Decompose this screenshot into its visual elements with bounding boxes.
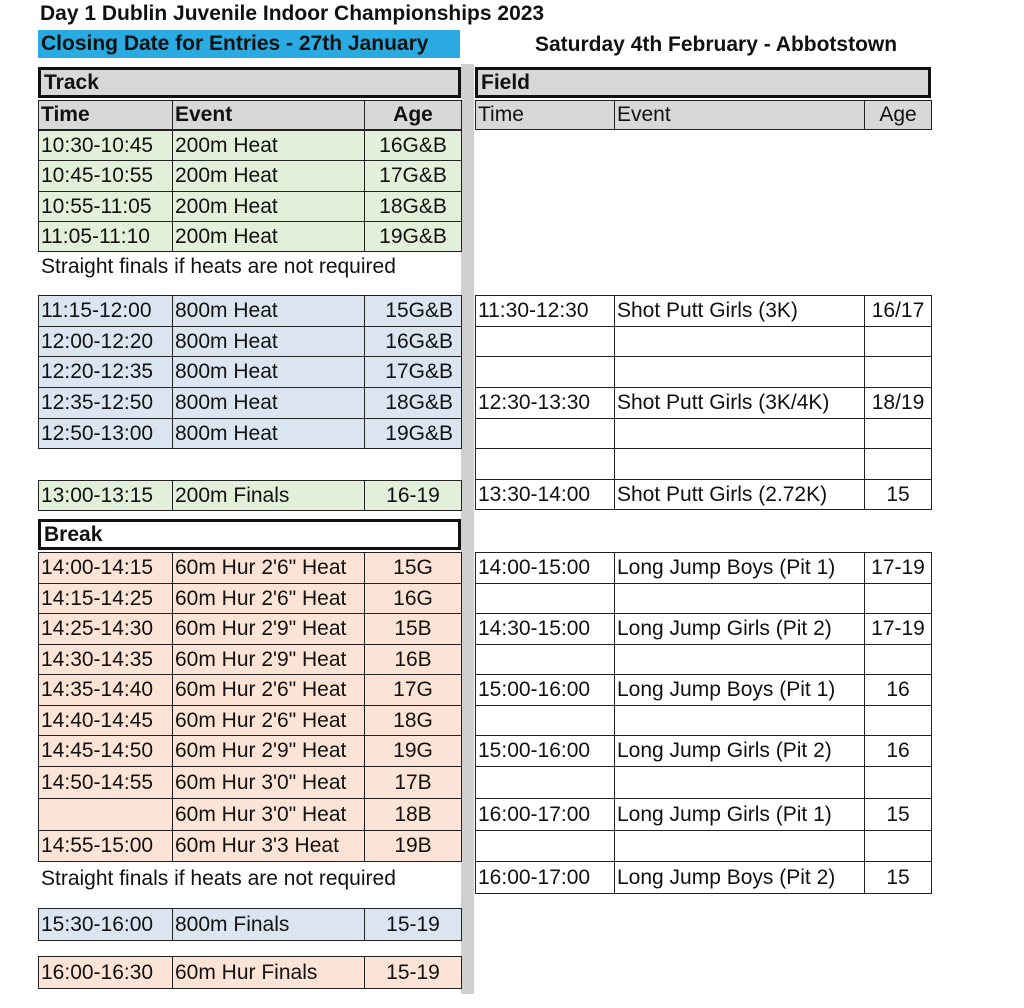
time-cell: 12:20-12:35 xyxy=(39,357,173,388)
age-cell: 17G&B xyxy=(365,357,462,388)
age-cell: 19G&B xyxy=(365,222,462,252)
age-cell: 16/17 xyxy=(865,296,932,327)
event-cell: 800m Heat xyxy=(173,419,365,449)
table-row xyxy=(39,161,462,192)
time-cell: 14:35-14:40 xyxy=(39,675,173,706)
age-cell: 15B xyxy=(365,614,462,645)
event-cell: Long Jump Girls (Pit 1) xyxy=(615,799,865,831)
event-cell xyxy=(615,584,865,614)
table-row xyxy=(39,553,462,584)
age-cell xyxy=(865,831,932,862)
field-column-headers xyxy=(475,100,932,130)
event-cell: 60m Hur Finals xyxy=(173,957,365,989)
event-cell: 200m Heat xyxy=(173,192,365,222)
event-cell: Shot Putt Girls (2.72K) xyxy=(615,480,865,510)
event-cell: Long Jump Girls (Pit 2) xyxy=(615,736,865,767)
table-row xyxy=(39,799,462,831)
table-row xyxy=(476,645,932,675)
age-cell: 16 xyxy=(865,675,932,706)
age-cell: 19G xyxy=(365,736,462,767)
time-cell xyxy=(476,327,615,357)
age-cell: 18B xyxy=(365,799,462,831)
time-cell xyxy=(476,831,615,862)
table-row xyxy=(476,675,932,706)
event-cell xyxy=(615,831,865,862)
event-cell xyxy=(615,327,865,357)
age-cell: 17G xyxy=(365,675,462,706)
table-row xyxy=(39,327,462,357)
time-cell xyxy=(476,419,615,449)
event-cell: 60m Hur 2'6" Heat xyxy=(173,675,365,706)
event-cell xyxy=(615,706,865,736)
time-cell: 14:45-14:50 xyxy=(39,736,173,767)
event-cell: Long Jump Boys (Pit 2) xyxy=(615,862,865,894)
time-cell: 14:00-15:00 xyxy=(476,553,615,584)
age-cell xyxy=(865,419,932,449)
age-cell xyxy=(865,645,932,675)
event-cell: 60m Hur 2'6" Heat xyxy=(173,706,365,736)
table-row xyxy=(39,706,462,736)
table-row xyxy=(476,480,932,510)
table-row xyxy=(476,449,932,480)
age-cell: 15-19 xyxy=(365,957,462,989)
track-column-headers xyxy=(38,100,462,130)
age-cell: 17-19 xyxy=(865,553,932,584)
table-row xyxy=(476,357,932,388)
age-cell: 17G&B xyxy=(365,161,462,192)
time-cell: 15:00-16:00 xyxy=(476,675,615,706)
age-cell: 16G xyxy=(365,584,462,614)
event-cell: Shot Putt Girls (3K/4K) xyxy=(615,388,865,419)
table-row xyxy=(39,481,462,511)
age-cell: 17-19 xyxy=(865,614,932,645)
age-cell: 19B xyxy=(365,831,462,862)
event-cell: 800m Heat xyxy=(173,327,365,357)
time-cell: 14:55-15:00 xyxy=(39,831,173,862)
age-cell xyxy=(865,357,932,388)
time-cell: 14:25-14:30 xyxy=(39,614,173,645)
event-cell: 800m Heat xyxy=(173,388,365,419)
event-cell: 200m Heat xyxy=(173,222,365,252)
time-cell: 16:00-17:00 xyxy=(476,862,615,894)
age-cell: 16B xyxy=(365,645,462,675)
time-cell xyxy=(39,799,173,831)
time-cell: 14:30-14:35 xyxy=(39,645,173,675)
time-cell xyxy=(476,767,615,799)
table-row xyxy=(39,909,462,941)
age-cell xyxy=(865,767,932,799)
table-row xyxy=(476,799,932,831)
table-row xyxy=(476,736,932,767)
time-cell: 14:50-14:55 xyxy=(39,767,173,799)
table-row xyxy=(476,296,932,327)
age-cell: 15 xyxy=(865,862,932,894)
event-cell: 60m Hur 3'3 Heat xyxy=(173,831,365,862)
age-cell: 18G xyxy=(365,706,462,736)
track-heading: Track xyxy=(38,67,461,98)
age-cell xyxy=(865,449,932,480)
table-row xyxy=(39,614,462,645)
age-cell: 19G&B xyxy=(365,419,462,449)
table-row xyxy=(476,862,932,894)
time-cell xyxy=(476,357,615,388)
table-row xyxy=(476,706,932,736)
table-row xyxy=(39,767,462,799)
age-cell xyxy=(865,706,932,736)
event-cell: Long Jump Boys (Pit 1) xyxy=(615,553,865,584)
time-cell: 12:35-12:50 xyxy=(39,388,173,419)
event-cell: 60m Hur 2'9" Heat xyxy=(173,614,365,645)
event-cell: 200m Heat xyxy=(173,161,365,192)
time-cell: 10:55-11:05 xyxy=(39,192,173,222)
table-row xyxy=(476,327,932,357)
table-row xyxy=(39,831,462,862)
break-heading: Break xyxy=(38,519,461,550)
field-col-time: Time xyxy=(476,101,615,130)
age-cell: 16G&B xyxy=(365,327,462,357)
time-cell: 14:40-14:45 xyxy=(39,706,173,736)
track-800m-finals-table xyxy=(38,908,462,941)
age-cell: 15 xyxy=(865,799,932,831)
page-title: Day 1 Dublin Juvenile Indoor Championships 2023 xyxy=(40,2,545,25)
event-cell: 60m Hur 2'9" Heat xyxy=(173,645,365,675)
table-row xyxy=(39,584,462,614)
table-row xyxy=(39,645,462,675)
time-cell xyxy=(476,584,615,614)
table-row xyxy=(39,388,462,419)
track-200m-finals-table xyxy=(38,480,462,511)
track-hurdles-heats-table xyxy=(38,552,462,862)
straight-finals-note-2: Straight finals if heats are not required xyxy=(41,867,396,890)
age-cell: 15G xyxy=(365,553,462,584)
closing-date-banner: Closing Date for Entries - 27th January xyxy=(38,30,460,58)
field-long-jump-table xyxy=(475,552,932,894)
time-cell: 14:15-14:25 xyxy=(39,584,173,614)
time-cell: 11:30-12:30 xyxy=(476,296,615,327)
age-cell: 18G&B xyxy=(365,192,462,222)
event-cell xyxy=(615,419,865,449)
time-cell: 14:30-15:00 xyxy=(476,614,615,645)
age-cell: 18G&B xyxy=(365,388,462,419)
table-row xyxy=(39,131,462,161)
time-cell: 13:00-13:15 xyxy=(39,481,173,511)
table-row xyxy=(476,584,932,614)
field-col-age: Age xyxy=(865,101,932,130)
column-divider xyxy=(461,64,474,994)
time-cell: 15:00-16:00 xyxy=(476,736,615,767)
age-cell: 16 xyxy=(865,736,932,767)
age-cell: 15G&B xyxy=(365,296,462,327)
time-cell xyxy=(476,449,615,480)
track-col-time: Time xyxy=(39,101,173,130)
time-cell: 15:30-16:00 xyxy=(39,909,173,941)
age-cell xyxy=(865,584,932,614)
time-cell: 12:50-13:00 xyxy=(39,419,173,449)
table-row xyxy=(476,553,932,584)
event-cell: 800m Heat xyxy=(173,357,365,388)
event-cell: 60m Hur 3'0" Heat xyxy=(173,799,365,831)
event-cell: 200m Finals xyxy=(173,481,365,511)
time-cell: 14:00-14:15 xyxy=(39,553,173,584)
track-800m-heats-table xyxy=(38,295,462,449)
table-row xyxy=(39,222,462,252)
time-cell xyxy=(476,706,615,736)
time-cell: 12:00-12:20 xyxy=(39,327,173,357)
event-cell: 200m Heat xyxy=(173,131,365,161)
event-cell: 60m Hur 3'0" Heat xyxy=(173,767,365,799)
time-cell: 13:30-14:00 xyxy=(476,480,615,510)
time-cell: 11:05-11:10 xyxy=(39,222,173,252)
event-cell: 800m Heat xyxy=(173,296,365,327)
age-cell: 16G&B xyxy=(365,131,462,161)
table-row xyxy=(39,957,462,989)
event-cell: 800m Finals xyxy=(173,909,365,941)
time-cell xyxy=(476,645,615,675)
age-cell: 16-19 xyxy=(365,481,462,511)
field-col-event: Event xyxy=(615,101,865,130)
event-cell xyxy=(615,357,865,388)
field-shot-putt-table xyxy=(475,295,932,510)
event-cell xyxy=(615,449,865,480)
table-row xyxy=(39,419,462,449)
time-cell: 10:45-10:55 xyxy=(39,161,173,192)
event-cell: 60m Hur 2'6" Heat xyxy=(173,553,365,584)
table-row xyxy=(39,675,462,706)
time-cell: 12:30-13:30 xyxy=(476,388,615,419)
track-200m-heats-table xyxy=(38,130,462,252)
track-col-age: Age xyxy=(365,101,462,130)
table-row xyxy=(39,357,462,388)
field-heading: Field xyxy=(475,67,931,98)
age-cell: 15-19 xyxy=(365,909,462,941)
event-cell: Long Jump Boys (Pit 1) xyxy=(615,675,865,706)
event-cell: Shot Putt Girls (3K) xyxy=(615,296,865,327)
time-cell: 11:15-12:00 xyxy=(39,296,173,327)
event-cell: 60m Hur 2'6" Heat xyxy=(173,584,365,614)
time-cell: 16:00-17:00 xyxy=(476,799,615,831)
table-row xyxy=(476,767,932,799)
event-cell xyxy=(615,645,865,675)
age-cell: 15 xyxy=(865,480,932,510)
event-cell: Long Jump Girls (Pit 2) xyxy=(615,614,865,645)
age-cell: 18/19 xyxy=(865,388,932,419)
event-cell: 60m Hur 2'9" Heat xyxy=(173,736,365,767)
table-row xyxy=(39,736,462,767)
age-cell: 17B xyxy=(365,767,462,799)
table-row xyxy=(476,831,932,862)
table-row xyxy=(476,419,932,449)
table-row xyxy=(39,296,462,327)
table-row xyxy=(476,614,932,645)
track-hurdles-finals-table xyxy=(38,956,462,989)
age-cell xyxy=(865,327,932,357)
table-row xyxy=(39,192,462,222)
table-row xyxy=(476,388,932,419)
time-cell: 10:30-10:45 xyxy=(39,131,173,161)
date-venue: Saturday 4th February - Abbotstown xyxy=(535,33,898,56)
event-cell xyxy=(615,767,865,799)
track-col-event: Event xyxy=(173,101,365,130)
straight-finals-note-1: Straight finals if heats are not required xyxy=(41,255,396,278)
time-cell: 16:00-16:30 xyxy=(39,957,173,989)
